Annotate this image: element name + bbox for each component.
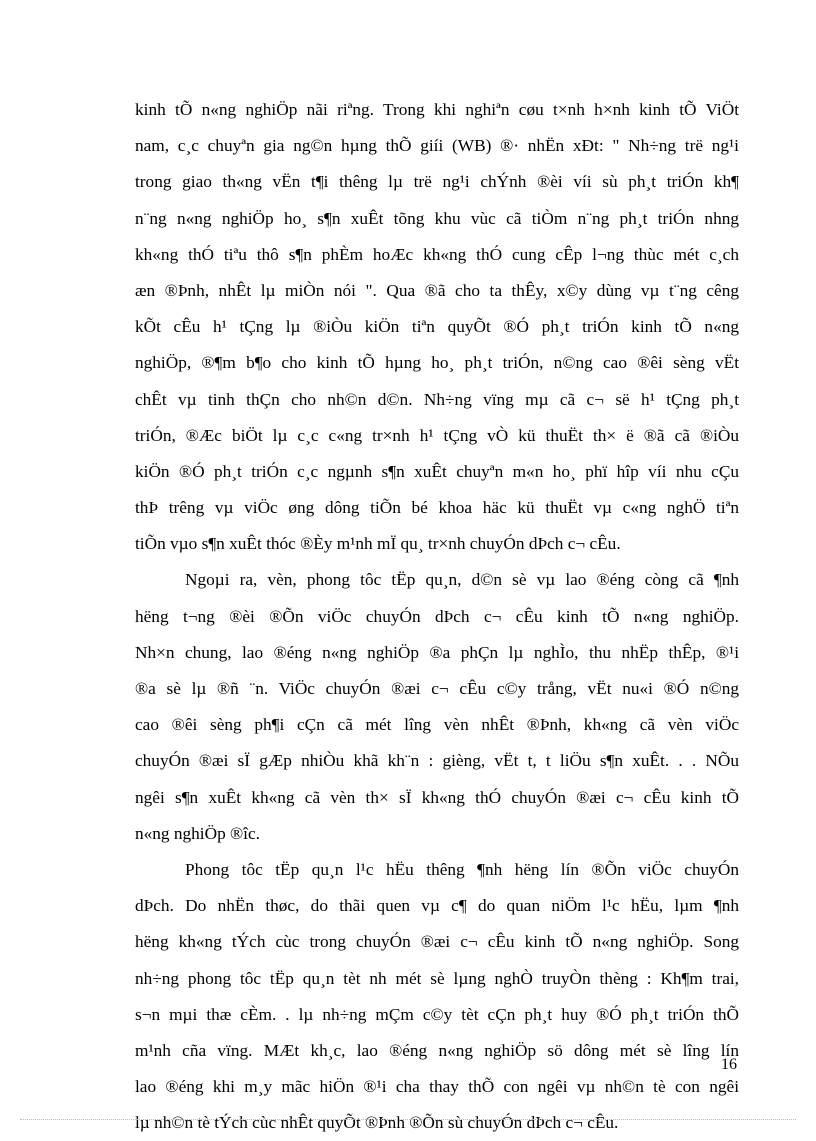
page-number: 16 [721, 1056, 737, 1073]
text-line: chuyÓn ®æi sÏ gÆp nhiÒu khã kh¨n : gièng, vËt t, t liÖu s¶n xuÊt. . . NÕu [135, 751, 739, 771]
text-line: tiÕn vµo s¶n xuÊt thóc ®Èy m¹nh mÏ qu¸ tr×nh chuyÓn dÞch c¬ cÊu. [135, 534, 621, 554]
text-line: cao ®êi sèng ph¶i cÇn cã mét lîng vèn nhÊt ®Þnh, kh«ng cã vèn viÖc [135, 715, 739, 735]
text-line: dÞch. Do nhËn thøc, do thãi quen vµ c¶ do quan niÖm l¹c hËu, lµm ¶nh [135, 896, 739, 916]
text-line: æn ®Þnh, nhÊt lµ miÒn nói ". Qua ®ã cho ta thÊy, x©y dùng vµ t¨ng cêng [135, 280, 739, 300]
text-line: lµ nh©n tè tÝch cùc nhÊt quyÕt ®Þnh ®Õn sù chuyÓn dÞch c¬ cÊu. [135, 1113, 619, 1133]
text-line: ®a sè lµ ®ñ ¨n. ViÖc chuyÓn ®æi c¬ cÊu c©y trång, vËt nu«i ®Ó n©ng [135, 679, 739, 698]
text-line: chÊt vµ tinh thÇn cho nh©n d©n. Nh÷ng vïng mµ cã c¬ së h¹ tÇng ph¸t [135, 389, 739, 409]
text-line: nam, c¸c chuyªn gia ng©n hµng thÕ giíi (WB) ®· nhËn xÐt: " Nh÷ng trë ng¹i [135, 136, 739, 156]
text-line: triÓn, ®Æc biÖt lµ c¸c c«ng tr×nh h¹ tÇng vÒ kü thuËt th× ë ®ã cã ®iÒu [135, 425, 739, 445]
text-line: n¨ng n«ng nghiÖp ho¸ s¶n xuÊt tõng khu vùc cã tiÒm n¨ng ph¸t triÓn nhng [135, 208, 739, 228]
text-line: n«ng nghiÖp ®îc. [135, 823, 260, 843]
text-line: kiÖn ®Ó ph¸t triÓn c¸c ngµnh s¶n xuÊt chuyªn m«n ho¸ phï hîp víi nhu cÇu [135, 461, 739, 481]
text-line: kÕt cÊu h¹ tÇng lµ ®iÒu kiÖn tiªn quyÕt ®Ó ph¸t triÓn kinh tÕ n«ng [135, 317, 739, 337]
body-text [135, 92, 739, 1141]
text-line: nh÷ng phong tôc tËp qu¸n tèt nh mét sè lµng nghÒ truyÒn thèng : Kh¶m trai, [135, 968, 739, 988]
text-line: kh«ng thÓ tiªu thô s¶n phÈm hoÆc kh«ng thÓ cung cÊp l¬ng thùc mét c¸ch [135, 244, 739, 264]
text-line: hëng t¬ng ®èi ®Õn viÖc chuyÓn dÞch c¬ cÊu kinh tÕ n«ng nghiÖp. [135, 606, 739, 626]
text-line: trong giao th«ng vËn t¶i thêng lµ trë ng¹i chÝnh ®èi víi sù ph¸t triÓn kh¶ [135, 172, 739, 192]
text-line: Phong tôc tËp qu¸n l¹c hËu thêng ¶nh hëng lín ®Õn viÖc chuyÓn [185, 859, 739, 879]
text-line: s¬n mµi thæ cÈm. . lµ nh÷ng mÇm c©y tèt cÇn ph¸t huy ®Ó ph¸t triÓn thÕ [135, 1004, 739, 1024]
paragraph [135, 562, 739, 852]
text-line: nghiÖp, ®¶m b¶o cho kinh tÕ hµng ho¸ ph¸t triÓn, n©ng cao ®êi sèng vËt [135, 353, 739, 373]
text-line: Nh×n chung, lao ®éng n«ng nghiÖp ®a phÇn lµ nghÌo, thu nhËp thÊp, ®¹i [135, 642, 739, 662]
text-line: ngêi s¶n xuÊt kh«ng cã vèn th× sÏ kh«ng thÓ chuyÓn ®æi c¬ cÊu kinh tÕ [135, 787, 739, 807]
text-line: m¹nh cña vïng. MÆt kh¸c, lao ®éng n«ng nghiÖp sö dông mét sè lîng lín [135, 1040, 739, 1060]
page-bottom-divider [20, 1119, 796, 1120]
paragraph [135, 852, 739, 1141]
text-line: hëng kh«ng tÝch cùc trong chuyÓn ®æi c¬ cÊu kinh tÕ n«ng nghiÖp. Song [135, 932, 739, 952]
text-line: lao ®éng khi m¸y mãc hiÖn ®¹i cha thay thÕ con ngêi vµ nh©n tè con ngêi [135, 1077, 739, 1097]
text-line: kinh tÕ n«ng nghiÖp nãi riªng. Trong khi nghiªn cøu t×nh h×nh kinh tÕ ViÖt [135, 100, 739, 119]
text-line: Ngoµi ra, vèn, phong tôc tËp qu¸n, d©n sè vµ lao ®éng còng cã ¶nh [185, 570, 739, 590]
text-line: thÞ trêng vµ viÖc øng dông tiÕn bé khoa häc kü thuËt vµ c«ng nghÖ tiªn [135, 498, 739, 518]
paragraph [135, 92, 739, 562]
